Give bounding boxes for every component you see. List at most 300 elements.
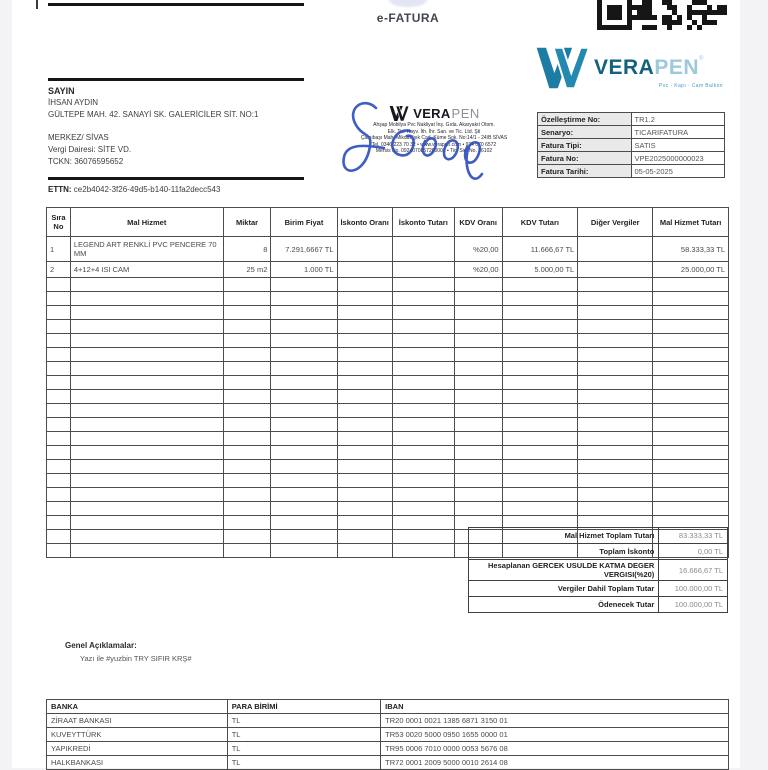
empty-cell — [392, 544, 454, 558]
empty-cell — [653, 320, 729, 334]
buyer-address: GÜLTEPE MAH. 42. SANAYİ SK. GALERİCİLER SİT. NO:1 — [48, 110, 259, 119]
stamp-brand-primary: VERA — [413, 106, 451, 121]
empty-cell — [392, 404, 454, 418]
empty-cell — [454, 460, 502, 474]
empty-cell — [578, 292, 653, 306]
empty-cell — [454, 306, 502, 320]
empty-cell — [653, 376, 729, 390]
empty-cell — [47, 390, 71, 404]
items-header-cell: Mal Hizmet Tutarı — [653, 208, 729, 237]
empty-cell — [454, 376, 502, 390]
empty-cell — [502, 432, 578, 446]
empty-cell — [70, 320, 223, 334]
brand-tagline: Pvc · Kapı · Cam Balkon — [659, 83, 723, 89]
empty-cell — [223, 376, 271, 390]
company-stamp — [344, 106, 524, 155]
totals-value: 0,00 TL — [659, 544, 728, 560]
empty-cell — [653, 348, 729, 362]
empty-cell — [70, 460, 223, 474]
empty-cell — [337, 502, 392, 516]
items-header-cell: Diğer Vergiler — [578, 208, 653, 237]
meta-row — [538, 152, 725, 165]
empty-cell — [223, 278, 271, 292]
item-cell — [578, 237, 653, 262]
empty-cell — [502, 474, 578, 488]
empty-cell — [502, 460, 578, 474]
meta-row — [538, 165, 725, 178]
totals-value: 100.000,00 TL — [659, 597, 728, 613]
empty-cell — [392, 488, 454, 502]
page-edge-mark — [36, 0, 38, 9]
items-header-cell: KDV Tutarı — [502, 208, 578, 237]
item-cell: %20,00 — [454, 237, 502, 262]
empty-cell — [70, 474, 223, 488]
bank-cell: HALKBANKASI — [47, 756, 228, 770]
empty-cell — [454, 320, 502, 334]
empty-row — [47, 362, 729, 376]
empty-cell — [337, 390, 392, 404]
empty-cell — [70, 306, 223, 320]
empty-cell — [578, 502, 653, 516]
empty-cell — [271, 404, 337, 418]
empty-cell — [47, 488, 71, 502]
meta-row — [538, 139, 725, 152]
empty-cell — [502, 502, 578, 516]
empty-row — [47, 418, 729, 432]
empty-cell — [70, 432, 223, 446]
empty-cell — [47, 306, 71, 320]
empty-cell — [502, 320, 578, 334]
empty-cell — [223, 460, 271, 474]
empty-cell — [70, 390, 223, 404]
empty-cell — [454, 390, 502, 404]
item-cell — [337, 237, 392, 262]
empty-cell — [578, 404, 653, 418]
empty-cell — [392, 390, 454, 404]
bank-header-cell: IBAN — [381, 700, 729, 714]
empty-cell — [337, 278, 392, 292]
empty-cell — [271, 516, 337, 530]
buyer-gap — [48, 121, 258, 132]
empty-cell — [223, 348, 271, 362]
empty-row — [47, 376, 729, 390]
empty-cell — [47, 292, 71, 306]
item-cell: 1.000 TL — [271, 262, 337, 278]
empty-cell — [337, 320, 392, 334]
empty-cell — [223, 474, 271, 488]
empty-cell — [337, 488, 392, 502]
totals-row — [469, 528, 728, 544]
empty-cell — [578, 460, 653, 474]
totals-label: Mal Hizmet Toplam Tutarı — [469, 528, 659, 544]
empty-cell — [337, 306, 392, 320]
empty-cell — [502, 306, 578, 320]
empty-cell — [47, 516, 71, 530]
item-cell: 5.000,00 TL — [502, 262, 578, 278]
empty-cell — [223, 292, 271, 306]
empty-cell — [337, 334, 392, 348]
item-cell — [392, 262, 454, 278]
buyer-block — [48, 85, 258, 168]
empty-cell — [271, 348, 337, 362]
empty-cell — [653, 334, 729, 348]
empty-cell — [70, 418, 223, 432]
totals-label: Hesaplanan GERCEK USULDE KATMA DEGER VERGISI(%20) — [469, 560, 659, 581]
empty-cell — [502, 446, 578, 460]
empty-cell — [392, 516, 454, 530]
empty-cell — [392, 446, 454, 460]
empty-cell — [653, 278, 729, 292]
empty-cell — [502, 488, 578, 502]
empty-cell — [223, 390, 271, 404]
totals-table — [468, 527, 728, 613]
items-header-row — [47, 208, 729, 237]
buyer-name: İHSAN AYDIN — [48, 98, 99, 107]
brand-logo — [535, 46, 727, 89]
bank-cell: KUVEYTTÜRK — [47, 728, 228, 742]
empty-cell — [337, 544, 392, 558]
empty-cell — [70, 348, 223, 362]
bank-cell: TR20 0001 0021 1385 6871 3150 01 — [381, 714, 729, 728]
empty-row — [47, 320, 729, 334]
empty-cell — [271, 390, 337, 404]
bank-cell: TL — [227, 756, 380, 770]
empty-cell — [223, 334, 271, 348]
ettn-line — [48, 185, 220, 194]
totals-value: 16.666,67 TL — [659, 560, 728, 581]
empty-cell — [271, 334, 337, 348]
empty-cell — [578, 376, 653, 390]
empty-cell — [392, 278, 454, 292]
empty-cell — [70, 362, 223, 376]
seller-box-bottom-rule — [48, 78, 304, 81]
empty-cell — [578, 306, 653, 320]
stamp-text-line: Ahşap Mobilya Pvc Nakliyat İnş. Gıda. Akaryakıt Otom. — [373, 122, 495, 128]
empty-cell — [454, 446, 502, 460]
empty-cell — [47, 348, 71, 362]
empty-cell — [223, 544, 271, 558]
empty-cell — [454, 348, 502, 362]
empty-cell — [47, 362, 71, 376]
bank-row — [47, 728, 729, 742]
empty-row — [47, 306, 729, 320]
item-cell — [392, 237, 454, 262]
empty-cell — [337, 362, 392, 376]
item-cell: 4+12+4 ISI CAM — [70, 262, 223, 278]
bank-table — [46, 699, 729, 770]
items-header-cell: Mal Hizmet — [70, 208, 223, 237]
empty-cell — [47, 544, 71, 558]
empty-cell — [70, 488, 223, 502]
items-table — [46, 207, 729, 558]
empty-cell — [70, 544, 223, 558]
bank-cell: TR95 0006 7010 0000 0053 5676 08 — [381, 742, 729, 756]
registered-mark: ® — [699, 56, 704, 62]
brand-name-primary: VERA — [594, 56, 655, 79]
empty-cell — [392, 530, 454, 544]
empty-cell — [454, 488, 502, 502]
empty-cell — [47, 320, 71, 334]
empty-cell — [578, 348, 653, 362]
empty-cell — [47, 418, 71, 432]
empty-cell — [578, 474, 653, 488]
empty-row — [47, 474, 729, 488]
empty-cell — [47, 404, 71, 418]
empty-cell — [271, 460, 337, 474]
items-header-cell: Birim Fiyat — [271, 208, 337, 237]
bank-header-row — [47, 700, 729, 714]
meta-label: Fatura Tipi: — [538, 139, 632, 152]
items-header-cell: İskonto Tutarı — [392, 208, 454, 237]
empty-cell — [454, 278, 502, 292]
empty-cell — [392, 292, 454, 306]
empty-cell — [392, 502, 454, 516]
empty-cell — [223, 432, 271, 446]
brand-logo-mark-icon — [535, 46, 589, 90]
empty-cell — [271, 376, 337, 390]
empty-row — [47, 460, 729, 474]
empty-cell — [47, 474, 71, 488]
invoice-meta-table — [537, 112, 725, 178]
item-row — [47, 262, 729, 278]
empty-cell — [337, 446, 392, 460]
totals-value: 100.000,00 TL — [659, 581, 728, 597]
empty-cell — [502, 334, 578, 348]
meta-label: Senaryo: — [538, 126, 632, 139]
empty-cell — [454, 292, 502, 306]
bank-cell: TL — [227, 742, 380, 756]
item-row — [47, 237, 729, 262]
empty-cell — [47, 502, 71, 516]
empty-cell — [337, 460, 392, 474]
empty-cell — [653, 306, 729, 320]
empty-cell — [502, 404, 578, 418]
empty-cell — [392, 362, 454, 376]
empty-cell — [47, 376, 71, 390]
empty-cell — [337, 404, 392, 418]
empty-row — [47, 334, 729, 348]
stamp-text-lines — [344, 122, 524, 155]
empty-cell — [578, 278, 653, 292]
empty-cell — [337, 516, 392, 530]
empty-cell — [454, 502, 502, 516]
item-cell: 11.666,67 TL — [502, 237, 578, 262]
totals-label: Vergiler Dahil Toplam Tutar — [469, 581, 659, 597]
empty-cell — [653, 390, 729, 404]
meta-value: SATIS — [631, 139, 725, 152]
totals-row — [469, 544, 728, 560]
bank-cell: TR53 0020 5000 0950 1655 0000 01 — [381, 728, 729, 742]
empty-cell — [271, 544, 337, 558]
empty-cell — [337, 418, 392, 432]
stamp-text-line: Mersis No. 0924070857200001 • Tic. Sic. No. 16102 — [375, 148, 493, 154]
totals-row — [469, 560, 728, 581]
empty-cell — [271, 362, 337, 376]
empty-cell — [70, 502, 223, 516]
empty-cell — [70, 516, 223, 530]
bank-header-cell: PARA BİRİMİ — [227, 700, 380, 714]
buyer-salutation: SAYIN — [48, 86, 75, 96]
empty-cell — [337, 292, 392, 306]
empty-cell — [70, 376, 223, 390]
empty-cell — [392, 376, 454, 390]
meta-label: Fatura No: — [538, 152, 632, 165]
empty-cell — [271, 306, 337, 320]
empty-cell — [578, 320, 653, 334]
item-cell: 2 — [47, 262, 71, 278]
meta-label: Fatura Tarihi: — [538, 165, 632, 178]
empty-cell — [70, 530, 223, 544]
stamp-text-line: Çarşıbaşı Mah. Mikdat Işık Cad. Küme Sok. No:14/1 - 24/B SİVAS — [360, 135, 508, 141]
stamp-text-line: Tel. 0346 223 70 32 • www.verapen.com • 934 070 6572 — [371, 141, 497, 148]
empty-cell — [337, 530, 392, 544]
meta-row — [538, 126, 725, 139]
empty-cell — [271, 530, 337, 544]
empty-cell — [392, 460, 454, 474]
empty-cell — [502, 348, 578, 362]
item-cell — [337, 262, 392, 278]
empty-cell — [223, 362, 271, 376]
meta-row — [538, 113, 725, 126]
empty-cell — [578, 418, 653, 432]
empty-cell — [454, 418, 502, 432]
empty-row — [47, 292, 729, 306]
bank-cell: YAPIKREDİ — [47, 742, 228, 756]
empty-cell — [578, 488, 653, 502]
empty-cell — [337, 432, 392, 446]
empty-cell — [223, 516, 271, 530]
empty-row — [47, 390, 729, 404]
empty-cell — [578, 334, 653, 348]
empty-cell — [271, 320, 337, 334]
empty-cell — [454, 404, 502, 418]
empty-cell — [271, 278, 337, 292]
stamp-logo-mark-icon — [388, 106, 410, 121]
bank-row — [47, 756, 729, 770]
empty-cell — [70, 404, 223, 418]
empty-cell — [653, 460, 729, 474]
general-notes-heading: Genel Açıklamalar: — [65, 641, 137, 650]
item-cell: LEGEND ART RENKLİ PVC PENCERE 70 MM — [70, 237, 223, 262]
empty-cell — [70, 278, 223, 292]
brand-name-secondary: PEN — [654, 56, 700, 79]
empty-cell — [502, 390, 578, 404]
empty-cell — [653, 432, 729, 446]
meta-value: TR1.2 — [631, 113, 725, 126]
stamp-text-line: Elk. Tic. Hayv. İth. İhr. San. ve Tic. Ltd. Şti — [387, 128, 481, 135]
totals-row — [469, 597, 728, 613]
empty-cell — [47, 334, 71, 348]
empty-cell — [223, 320, 271, 334]
empty-cell — [502, 362, 578, 376]
empty-cell — [70, 446, 223, 460]
empty-cell — [271, 418, 337, 432]
empty-cell — [223, 446, 271, 460]
empty-cell — [223, 502, 271, 516]
meta-value: VPE2025000000023 — [631, 152, 725, 165]
bank-row — [47, 742, 729, 756]
meta-label: Özelleştirme No: — [538, 113, 632, 126]
meta-value: 05-05-2025 — [631, 165, 725, 178]
empty-cell — [392, 348, 454, 362]
empty-cell — [70, 292, 223, 306]
empty-cell — [392, 334, 454, 348]
bank-cell: ZİRAAT BANKASI — [47, 714, 228, 728]
empty-cell — [578, 390, 653, 404]
item-cell — [578, 262, 653, 278]
empty-cell — [502, 292, 578, 306]
empty-cell — [47, 278, 71, 292]
stamp-brand-secondary: PEN — [451, 106, 480, 121]
empty-cell — [578, 446, 653, 460]
empty-cell — [454, 334, 502, 348]
qr-code — [597, 0, 727, 30]
empty-cell — [70, 334, 223, 348]
empty-cell — [653, 418, 729, 432]
empty-cell — [454, 474, 502, 488]
empty-cell — [454, 432, 502, 446]
empty-cell — [502, 278, 578, 292]
empty-cell — [502, 418, 578, 432]
empty-cell — [271, 292, 337, 306]
empty-cell — [271, 488, 337, 502]
empty-cell — [47, 446, 71, 460]
empty-cell — [223, 530, 271, 544]
empty-cell — [392, 432, 454, 446]
empty-row — [47, 278, 729, 292]
empty-cell — [653, 446, 729, 460]
empty-cell — [337, 474, 392, 488]
empty-row — [47, 404, 729, 418]
empty-row — [47, 348, 729, 362]
bank-cell: TR72 0001 2009 5000 0010 2614 08 — [381, 756, 729, 770]
bank-cell: TL — [227, 728, 380, 742]
buyer-tax-office: Vergi Dairesi: SİTE VD. — [48, 145, 132, 154]
empty-cell — [392, 306, 454, 320]
totals-row — [469, 581, 728, 597]
empty-cell — [392, 474, 454, 488]
empty-cell — [223, 418, 271, 432]
empty-cell — [223, 306, 271, 320]
ettn-label: ETTN: — [48, 185, 72, 194]
item-cell: %20,00 — [454, 262, 502, 278]
empty-cell — [271, 446, 337, 460]
items-header-cell: Miktar — [223, 208, 271, 237]
empty-cell — [223, 488, 271, 502]
ettn-value: ce2b4042-3f26-49d5-b140-11fa2decc543 — [73, 185, 221, 194]
item-cell: 8 — [223, 237, 271, 262]
item-cell: 25 m2 — [223, 262, 271, 278]
empty-cell — [47, 432, 71, 446]
item-cell: 1 — [47, 237, 71, 262]
empty-cell — [271, 502, 337, 516]
item-cell: 25.000,00 TL — [653, 262, 729, 278]
item-cell: 7.291,6667 TL — [271, 237, 337, 262]
meta-value: TICARIFATURA — [631, 126, 725, 139]
empty-cell — [653, 404, 729, 418]
empty-cell — [271, 432, 337, 446]
empty-cell — [653, 474, 729, 488]
totals-label: Ödenecek Tutar — [469, 597, 659, 613]
buyer-city: MERKEZ/ SİVAS — [48, 133, 109, 142]
totals-value: 83.333,33 TL — [659, 528, 728, 544]
empty-cell — [653, 502, 729, 516]
items-header-cell: Sıra No — [47, 208, 71, 237]
general-notes-line: Yazı ile #yuzbin TRY SIFIR KRŞ# — [80, 654, 192, 663]
empty-row — [47, 446, 729, 460]
empty-cell — [653, 292, 729, 306]
items-header-cell: KDV Oranı — [454, 208, 502, 237]
